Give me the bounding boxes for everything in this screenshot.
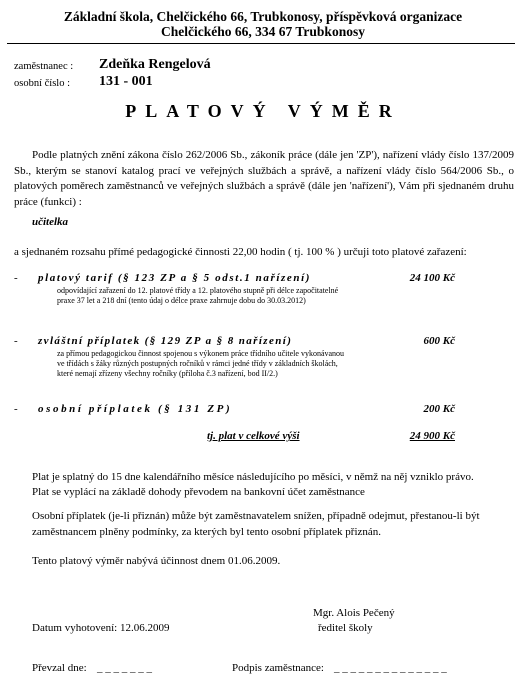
bonus-note [32,509,502,540]
effective-text: Tento platový výměr nabývá účinnost dnem 01.06.2009. [32,555,281,567]
item-amount-special: 600 Kč [423,335,455,347]
item-title-special: zvláštní příplatek (§ 129 ZP a § 8 nařízení) [38,335,293,347]
scope-text: a sjednaném rozsahu přímé pedagogické činnosti 22,00 hodin ( tj. 100 % ) určuji toto platové zařazení: [14,246,467,258]
document-title: PLATOVÝ VÝMĚR [125,101,401,121]
item-amount-personal: 200 Kč [423,403,455,415]
received-blank: _ _ _ _ _ _ _ [97,662,152,674]
item-detail-tarif: odpovídající zařazení do 12. platové třídy a 12. platového stupně při délce započitatelné praxe 37 let a 218 dní (tento údaj o délce praxe zahrnuje dobu do 30.03.2012) [57,286,339,305]
issue-date: Datum vyhotovení: 12.06.2009 [32,622,170,634]
item-dash: - [14,272,18,284]
total-amount: 24 900 Kč [409,430,455,442]
payment-text-transfer: Plat se vyplácí na základě dohody převodem na bankovní účet zaměstnance [32,486,365,498]
payment-text-due: Plat je splatný do 15 dne kalendářního měsíce následujícího po měsíci, v němž na něj vzniklo právo. [32,471,474,483]
header-divider [7,43,515,44]
school-address-line: Chelčického 66, 334 67 Trubkonosy [161,24,365,39]
bonus-note-text: Osobní příplatek (je-li přiznán) může být zaměstnavatelem snížen, případně odejmut, přestanou-li být zaměstnancem plněny podmínky, za kterých byl tento osobní příplatek přiznán. [32,510,480,538]
item-dash: - [14,403,18,415]
item-dash: - [14,335,18,347]
signature-blank: _ _ _ _ _ _ _ _ _ _ _ _ _ _ [334,662,447,674]
total-label: tj. plat v celkové výši [207,430,300,442]
employee-id-label: osobní číslo : [14,78,71,89]
school-name-line: Základní škola, Chelčického 66, Trubkonosy, příspěvková organizace [63,9,463,24]
item-amount-tarif: 24 100 Kč [409,272,455,284]
received-label: Převzal dne: [32,662,87,674]
intro-text: Podle platných znění zákona číslo 262/2006 Sb., zákoník práce (dále jen 'ZP'), nařízení vlády číslo 137/2009 Sb., kterým se stanoví katalog prací ve veřejných službách a správě, a nařízení vlády číslo 564/2006 Sb., o platových poměrech zaměstnanců ve veřejných službách a správě (dále jen 'nařízení'), Vám při sjednaném druhu práce (funkci) : [14,149,514,208]
signatory-name: Mgr. Alois Pečený [313,607,395,619]
position-name: učitelka [32,216,69,228]
item-detail-special: za přímou pedagogickou činnost spojenou s výkonem práce třídního učitele vykonávanou ve třídách s žáky různých postupných ročníků v rámci jedné třídy v základních školách, které nemají zřízeny všechny ročníky (příloha č.3 nařízení, bod II/2.) [57,349,345,378]
item-title-tarif: platový tarif (§ 123 ZP a § 5 odst.1 nařízení) [38,272,312,284]
signatory-title: ředitel školy [318,622,373,634]
intro-paragraph [14,148,514,210]
employee-name: Zdeňka Rengelová [99,57,211,72]
signature-label: Podpis zaměstnance: [232,662,324,674]
item-title-personal: osobní příplatek (§ 131 ZP) [38,403,233,415]
employee-id: 131 - 001 [99,74,153,89]
employee-name-label: zaměstnanec : [14,61,74,72]
